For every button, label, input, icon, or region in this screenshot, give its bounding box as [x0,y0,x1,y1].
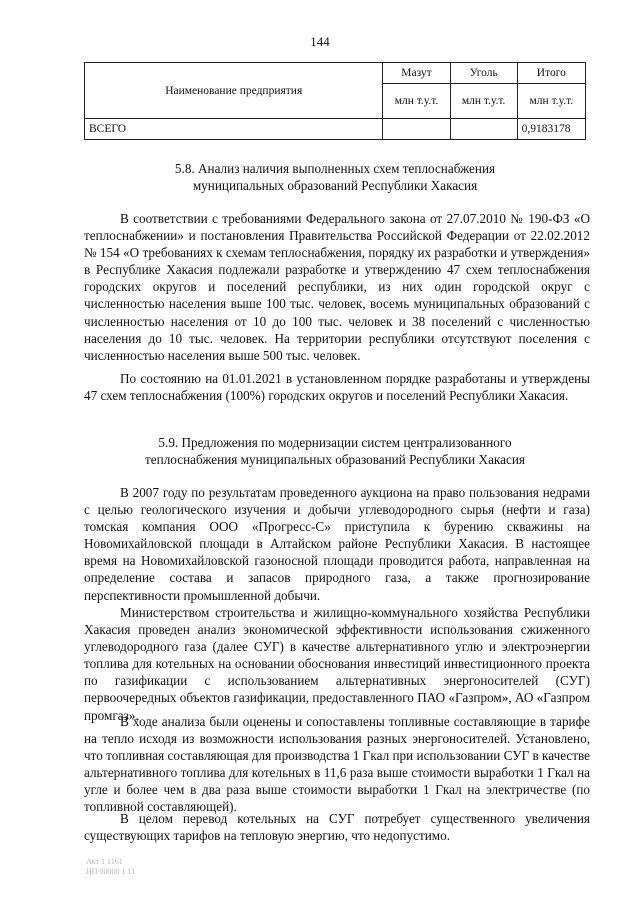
paragraph: В соответствии с требованиями Федерального закона от 27.07.2010 № 190-ФЗ «О теплоснабжении» и постановления Правительства Российской Федерации от 22.02.2012 № 154 «О требованиях к схемам теплоснабжения, порядку их разработки и утверждения» в Республике Хакасия подлежали разработке и утверждению 47 схем теплоснабжения городских округов и поселений республики, из них один городской округ с численностью населения выше 100 тыс. человек, восемь муниципальных образований с численностью населения от 10 до 100 тыс. человек и 38 поселений с численностью населения до 10 тыс. человек. На территории республики отсутствуют поселения с численностью населения выше 500 тыс. человек. [84,211,590,363]
heading-line: 5.8. Анализ наличия выполненных схем теплоснабжения [174,161,496,176]
total-value-total: 0,9183178 [517,119,585,140]
registration-stamp [86,857,206,887]
paragraph: По состоянию на 01.01.2021 в установленном порядке разработаны и утверждены 47 схем теплоснабжения (100%) городских округов и поселений Республики Хакасия. [84,371,590,404]
stamp-line: НП 00000 1 11 [86,867,136,876]
column-unit-total: млн т.у.т. [517,84,585,119]
fuel-table [84,62,586,140]
heading-line: 5.9. Предложения по модернизации систем централизованного [158,435,512,450]
total-value-mazut [383,119,450,140]
stamp-line: Акт 1 1161 [86,857,123,866]
column-unit-mazut: млн т.у.т. [383,84,450,119]
total-row-label: ВСЕГО [85,119,383,140]
paragraph: В 2007 году по результатам проведенного аукциона на право пользования недрами с целью геологического изучения и добычи углеводородного сырья (нефти и газа) томская компания ООО «Прогресс-С» приступила к бурению скважины на Новомихайловской площади в Алтайском районе Республики Хакасия. В настоящее время на Новомихайловской газоносной площади проводится работа, направленная на определение состава и запасов природного газа, а также прогнозирование перспективности промышленной добычи. [84,485,590,603]
heading-line: муниципальных образований Республики Хакасия [192,178,478,193]
column-header-total: Итого [517,63,585,84]
section-heading-5-8 [84,160,586,194]
enterprise-name-header: Наименование предприятия [85,63,383,119]
column-header-mazut: Мазут [383,63,450,84]
column-unit-coal: млн т.у.т. [450,84,517,119]
page-number: 144 [310,34,330,49]
paragraph: В ходе анализа были оценены и сопоставлены топливные составляющие в тарифе на тепло исходя из возможности использования разных энергоносителей. Установлено, что топливная составляющая для производства 1 Гкал при использовании СУГ в качестве альтернативного топлива для котельных в 11,6 раза выше стоимости выработки 1 Гкал на угле и более чем в два раза выше стоимости выработки 1 Гкал на электричестве (по топливной составляющей). [84,714,590,815]
section-heading-5-9 [84,434,586,468]
heading-line: теплоснабжения муниципальных образований Республики Хакасия [145,452,525,467]
paragraph: Министерством строительства и жилищно-коммунального хозяйства Республики Хакасия проведен анализ экономической эффективности использования сжиженного углеводородного газа (далее СУГ) в качестве альтернативного углю и электроэнергии топлива для котельных на основании обоснования инвестиций инвестиционного проекта по газификации с использованием альтернативных энергоносителей (СУГ) первоочередных объектов газификации, предоставленного ПАО «Газпром», АО «Газпром промгаз». [84,605,590,723]
paragraph: В целом перевод котельных на СУГ потребует существенного увеличения существующих тарифов на тепловую энергию, что недопустимо. [84,811,590,844]
total-value-coal [450,119,517,140]
column-header-coal: Уголь [450,63,517,84]
